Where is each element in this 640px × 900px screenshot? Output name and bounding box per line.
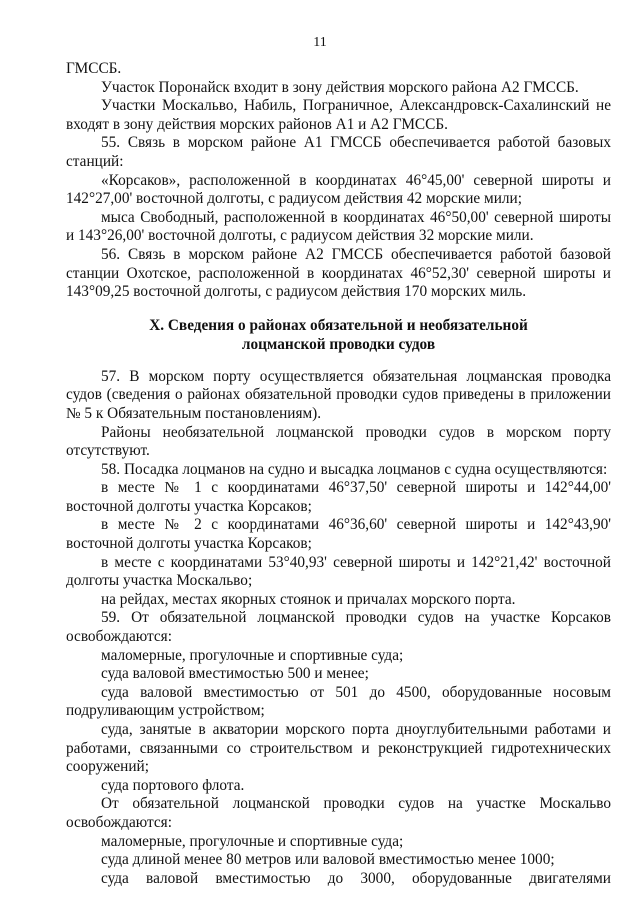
paragraph: суда валовой вместимостью от 501 до 4500, оборудованные носовым подруливающим устройством; [66, 683, 611, 720]
paragraph: суда, занятые в акватории морского порта дноуглубительными работами и работами, связанными со строительством и реконструкцией гидротехнических сооружений; [66, 721, 611, 776]
paragraph: «Корсаков», расположенной в координатах 46°45,00' северной широты и 142°27,00' восточной долготы, с радиусом действия 42 морские мили; [66, 171, 611, 208]
section-pilotage [66, 368, 611, 889]
document-body [66, 60, 611, 888]
paragraph: в месте № 1 с координатами 46°37,50' северной широты и 142°44,00' восточной долготы участка Корсаков; [66, 479, 611, 515]
paragraph: в месте № 2 с координатами 46°36,60' северной широты и 142°43,90' восточной долготы участка Корсаков; [66, 516, 611, 553]
paragraph: 55. Связь в морском районе А1 ГМССБ обеспечивается работой базовых станций: [66, 134, 611, 170]
paragraph: в месте с координатами 53°40,93' северной широты и 142°21,42' восточной долготы участка Москальво; [66, 553, 611, 590]
paragraph: 56. Связь в морском районе А2 ГМССБ обеспечивается работой базовой станции Охотское, расположенной в координатах 46°52,30' северной широты и 143°09,25 восточной долготы, с радиусом действия 170 морских миль. [66, 245, 611, 301]
paragraph: 57. В морском порту осуществляется обязательная лоцманская проводка судов (сведения о районах обязательной проводки судов приведены в приложении № 5 к Обязательным постановлениям). [66, 367, 611, 422]
section-heading-line-1: X. Сведения о районах обязательной и необязательной [149, 316, 528, 334]
paragraph: 58. Посадка лоцманов на судно и высадка лоцманов с судна осуществляются: [101, 460, 608, 478]
paragraph: маломерные, прогулочные и спортивные суда; [101, 646, 404, 664]
paragraph: 59. От обязательной лоцманской проводки судов на участке Корсаков освобождаются: [66, 609, 611, 646]
paragraph: на рейдах, местах якорных стоянок и причалах морского порта. [101, 590, 516, 608]
section-radio-coverage [66, 60, 611, 302]
paragraph: ГМССБ. [66, 60, 122, 77]
paragraph: суда валовой вместимостью 500 и менее; [101, 665, 369, 683]
page-number: 11 [313, 35, 327, 50]
paragraph: От обязательной лоцманской проводки судов на участке Москальво освобождаются: [66, 795, 611, 831]
paragraph: маломерные, прогулочные и спортивные суда; [101, 832, 404, 850]
paragraph: мыса Свободный, расположенной в координатах 46°50,00' северной широты и 143°26,00' восточной долготы, с радиусом действия 32 морские мили. [66, 208, 611, 245]
paragraph: суда портового флота. [101, 776, 245, 794]
paragraph: Участки Москальво, Набиль, Пограничное, Александровск-Сахалинский не входят в зону действия морских районов А1 и А2 ГМССБ. [66, 97, 611, 133]
section-heading [66, 316, 611, 354]
paragraph: Районы необязательной лоцманской проводки судов в морском порту отсутствуют. [66, 423, 611, 460]
paragraph: Участок Поронайск входит в зону действия морского района А2 ГМССБ. [101, 78, 579, 96]
paragraph: суда валовой вместимостью до 3000, оборудованные двигателями [101, 869, 611, 887]
section-heading-line-2: лоцманской проводки судов [241, 335, 436, 353]
paragraph: суда длиной менее 80 метров или валовой вместимостью менее 1000; [101, 851, 555, 869]
